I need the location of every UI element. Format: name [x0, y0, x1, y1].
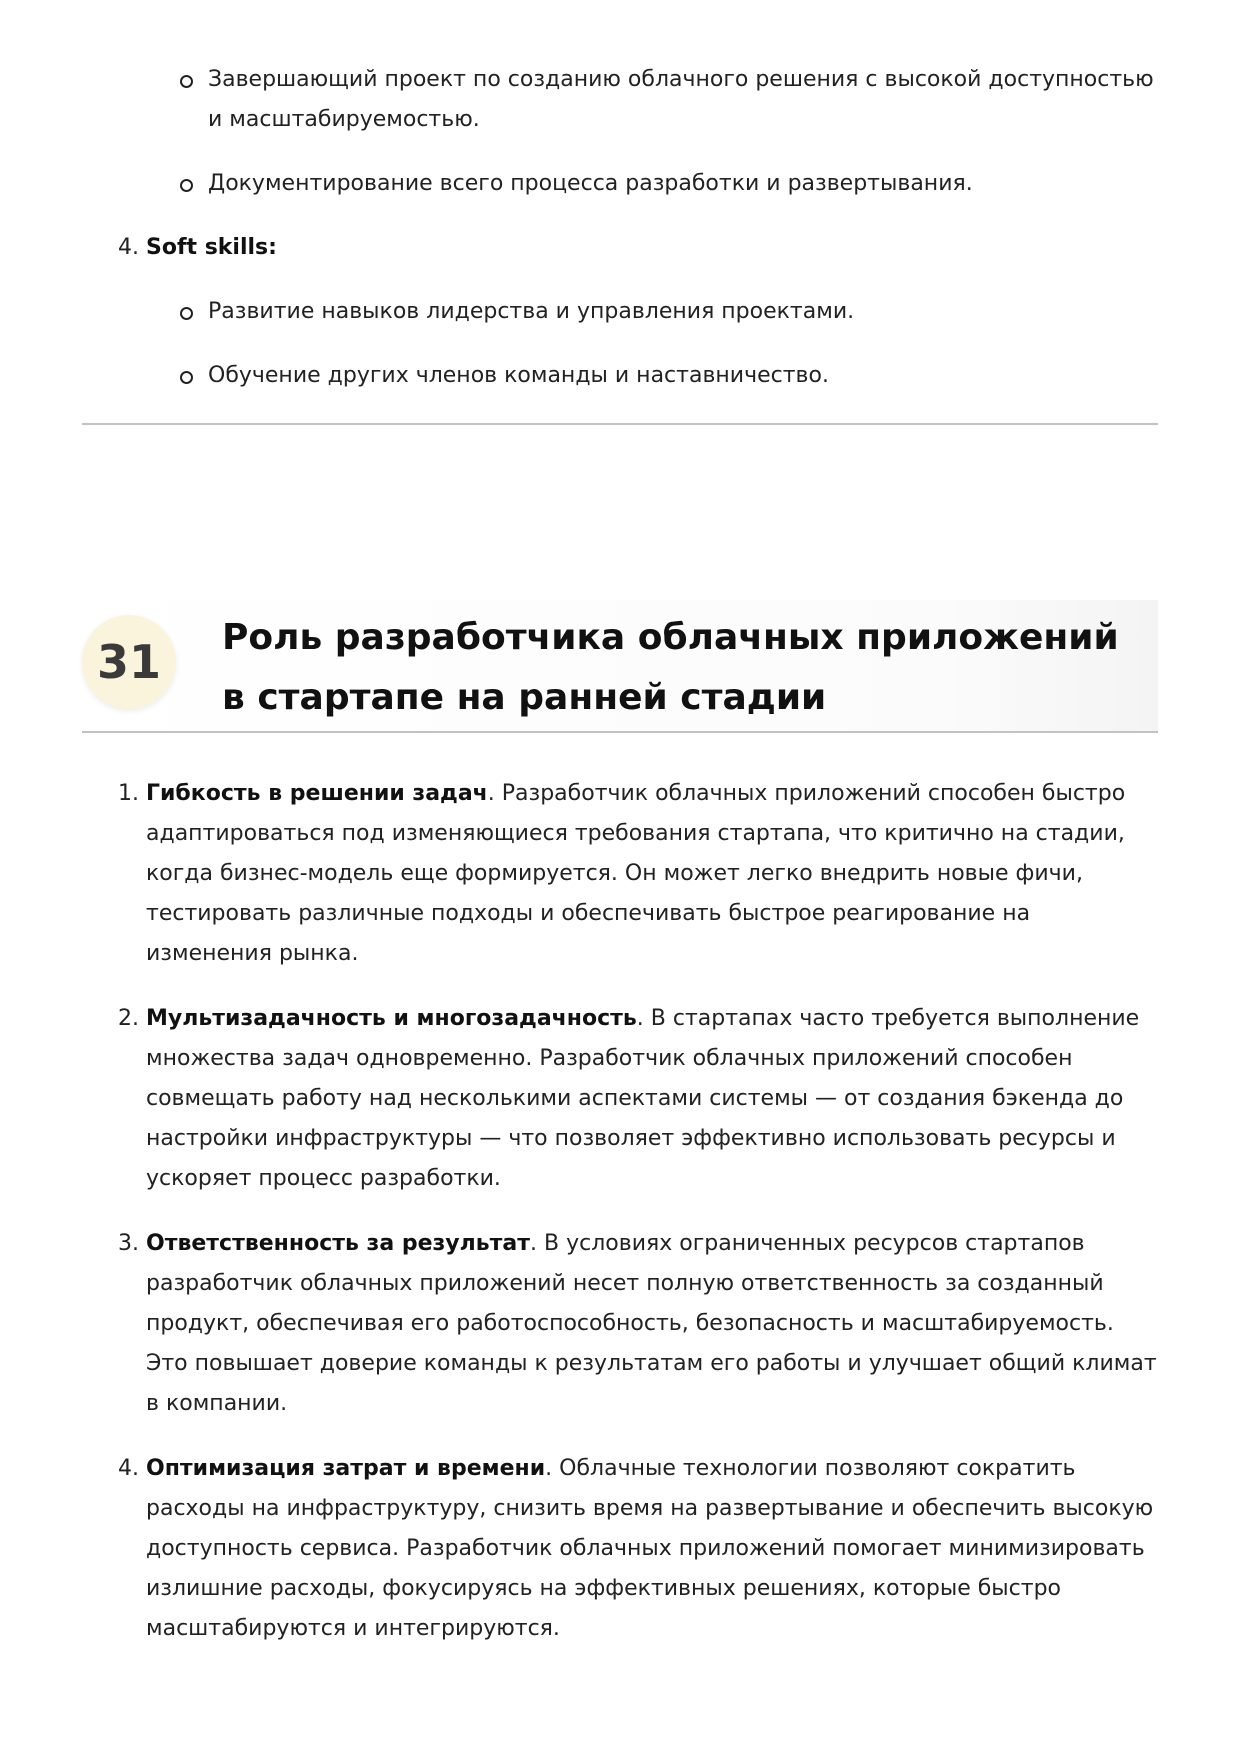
section-title: Роль разработчика облачных приложений в стартапе на ранней стадии — [222, 617, 1119, 718]
list-number: 4. — [118, 1456, 139, 1481]
list-number: 3. — [118, 1231, 139, 1256]
item-text: . В стартапах часто требуется выполнение множества задач одновременно. Разработчик облачных приложений способен совмещать работу над несколькими аспектами системы — от создания бэкенда до настройки инфраструктуры — что позволяет эффективно использовать ресурсы и ускоряет процесс разработки. — [146, 1006, 1140, 1191]
numbered-item-2 — [118, 999, 1158, 1199]
section-divider — [82, 423, 1158, 425]
list-item: Обучение других членов команды и наставничество. — [180, 356, 1160, 396]
item-text: . Разработчик облачных приложений способен быстро адаптироваться под изменяющиеся требования стартапа, что критично на стадии, когда бизнес-модель еще формируется. Он может легко внедрить новые фичи, тестировать различные подходы и обеспечивать быстрое реагирование на изменения рынка. — [146, 781, 1126, 966]
numbered-item-1 — [118, 774, 1158, 974]
section-header-underline — [82, 731, 1158, 733]
bullet-list-soft-skills — [180, 292, 1160, 396]
list-item: Документирование всего процесса разработки и развертывания. — [180, 164, 1160, 204]
list-number: 1. — [118, 781, 139, 806]
item-title: Мультизадачность и многозадачность — [146, 1006, 637, 1031]
list-item: Завершающий проект по созданию облачного решения с высокой доступностью и масштабируемостью. — [180, 60, 1168, 140]
list-number: 2. — [118, 1006, 139, 1031]
list-item: Развитие навыков лидерства и управления проектами. — [180, 292, 1160, 332]
bullet-list-final-project — [180, 60, 1160, 204]
item-title: Ответственность за результат — [146, 1231, 531, 1256]
item-text: . В условиях ограниченных ресурсов стартапов разработчик облачных приложений несет полную ответственность за созданный продукт, обеспечивая его работоспособность, безопасность и масштабируемость. Это повышает доверие команды к результатам его работы и улучшает общий климат в компании. — [146, 1231, 1157, 1416]
list-number: 4. — [118, 235, 139, 260]
numbered-item-3 — [118, 1224, 1158, 1424]
soft-skills-label: Soft skills: — [146, 235, 277, 260]
item-text: . Облачные технологии позволяют сократить расходы на инфраструктуру, снизить время на развертывание и обеспечить высокую доступность сервиса. Разработчик облачных приложений помогает минимизировать излишние расходы, фокусируясь на эффективных решениях, которые быстро масштабируются и интегрируются. — [146, 1456, 1154, 1641]
section-number-badge: 31 — [82, 615, 176, 709]
soft-skills-heading — [118, 228, 277, 268]
item-title: Гибкость в решении задач — [146, 781, 488, 806]
numbered-item-4 — [118, 1449, 1158, 1649]
item-title: Оптимизация затрат и времени — [146, 1456, 546, 1481]
